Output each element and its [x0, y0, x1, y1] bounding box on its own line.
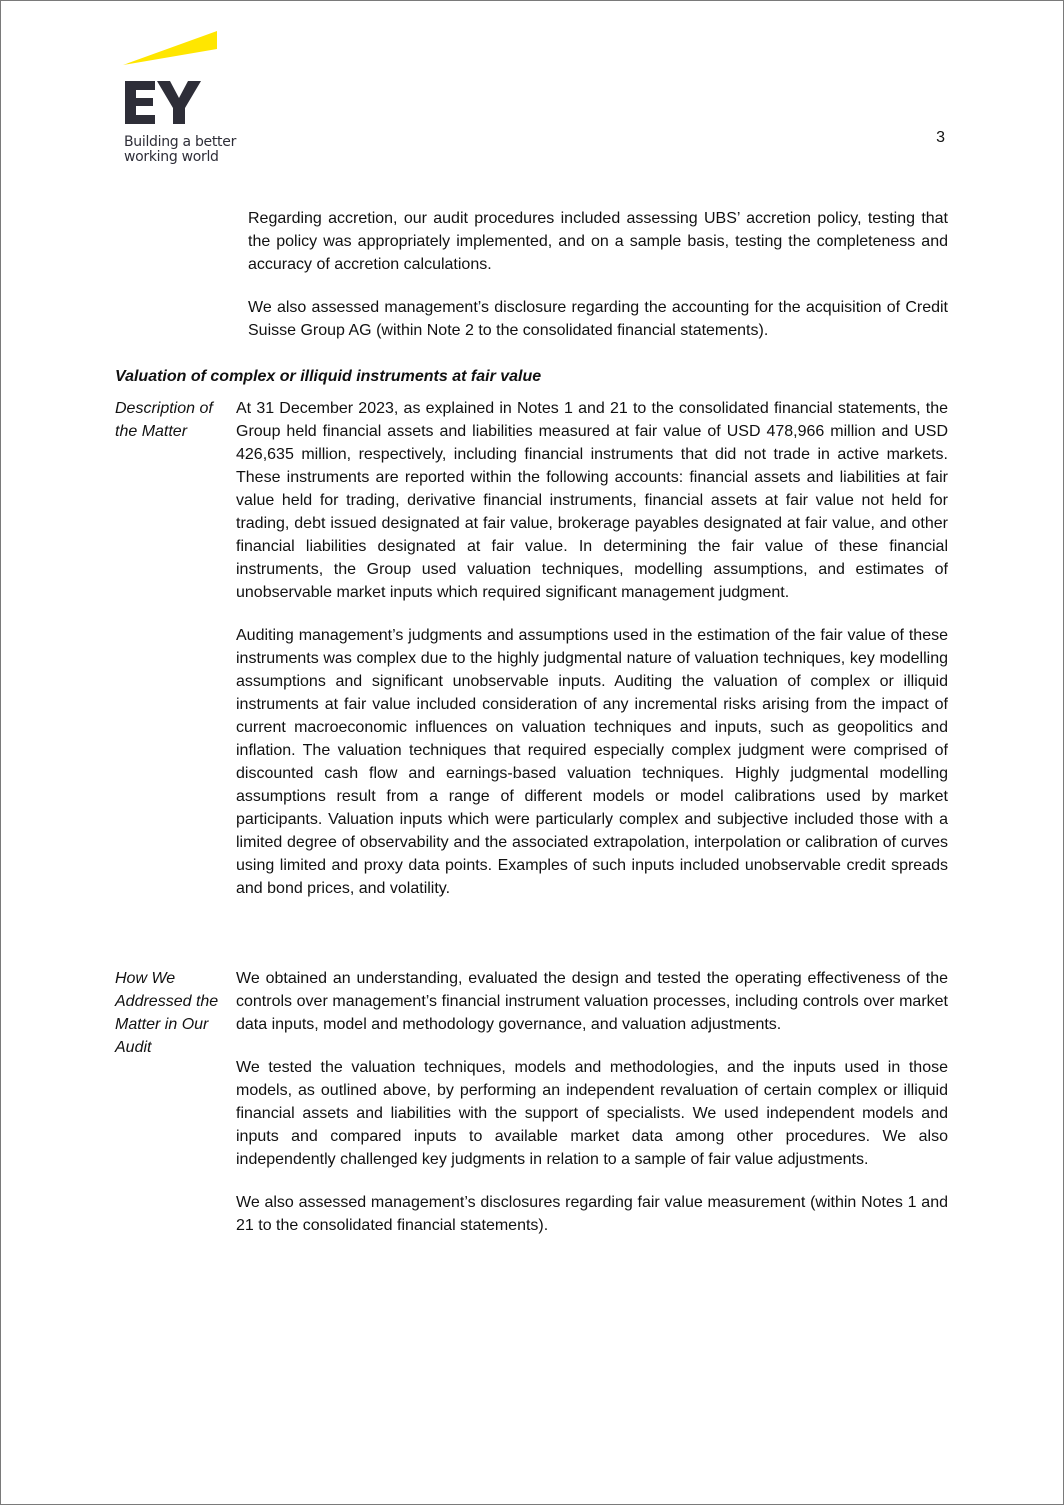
ey-logo-mark-icon: [123, 31, 253, 131]
intro-section: [248, 207, 948, 362]
how-addressed-content: [236, 967, 948, 1257]
description-label: Description of the Matter: [115, 400, 213, 440]
tagline-line-1: Building a better: [124, 134, 237, 150]
intro-paragraph-accretion: Regarding accretion, our audit procedures included assessing UBS’ accretion policy, testing that the policy was appropriately implemented, and on a sample basis, testing the completeness and accuracy of accretion calculations.: [248, 210, 948, 273]
description-content: [236, 397, 948, 920]
ey-logo: [123, 31, 253, 171]
how-addressed-label: How We Addressed the Matter in Our Audit: [115, 970, 219, 1056]
description-paragraph: At 31 December 2023, as explained in Notes 1 and 21 to the consolidated financial statements, the Group held financial assets and liabilities measured at fair value of USD 478,966 million and USD 426,635 million, respectively, including financial instruments that did not trade in active markets. These instruments are reported within the following accounts: financial assets and liabilities at fair value held for trading, derivative financial instruments, financial assets at fair value not held for trading, debt issued designated at fair value, brokerage payables designated at fair value, and other financial liabilities designated at fair value. In determining the fair value of these financial instruments, the Group used valuation techniques, modelling assumptions, and estimates of unobservable market inputs which required significant management judgment.: [236, 400, 948, 601]
tagline-line-2: working world: [124, 149, 219, 165]
section-title: Valuation of complex or illiquid instruments at fair value: [115, 368, 542, 385]
ey-tagline: [124, 135, 236, 165]
how-addressed-paragraph: We tested the valuation techniques, models and methodologies, and the inputs used in those models, as outlined above, by performing an independent revaluation of certain complex or illiquid financial assets and liabilities with the support of specialists. We used independent models and inputs and compared inputs to available market data among other procedures. We also independently challenged key judgments in relation to a sample of fair value adjustments.: [236, 1059, 948, 1168]
how-addressed-paragraph: We obtained an understanding, evaluated the design and tested the operating effectiveness of the controls over management’s financial instrument valuation processes, including controls over market data inputs, model and methodology governance, and valuation adjustments.: [236, 970, 948, 1033]
page-number: 3: [936, 129, 945, 146]
description-paragraph: Auditing management’s judgments and assumptions used in the estimation of the fair value of these instruments was complex due to the highly judgmental nature of valuation techniques, key modelling assumptions and significant unobservable inputs. Auditing the valuation of complex or illiquid instruments at fair value included consideration of any incremental risks arising from the impact of current macroeconomic influences on valuation techniques and inputs, such as geopolitics and inflation. The valuation techniques that required especially complex judgment were comprised of discounted cash flow and earnings-based valuation techniques. Highly judgmental modelling assumptions result from a range of different models or model calibrations used by market participants. Valuation inputs which were particularly complex and subjective included those with a limited degree of observability and the associated extrapolation, interpolation or calibration of curves using limited and proxy data points. Examples of such inputs included unobservable credit spreads and bond prices, and volatility.: [236, 627, 948, 897]
how-addressed-paragraph: We also assessed management’s disclosures regarding fair value measurement (within Notes 1 and 21 to the consolidated financial statements).: [236, 1194, 948, 1234]
intro-paragraph-disclosure: We also assessed management’s disclosure regarding the accounting for the acquisition of Credit Suisse Group AG (within Note 2 to the consolidated financial statements).: [248, 299, 948, 339]
